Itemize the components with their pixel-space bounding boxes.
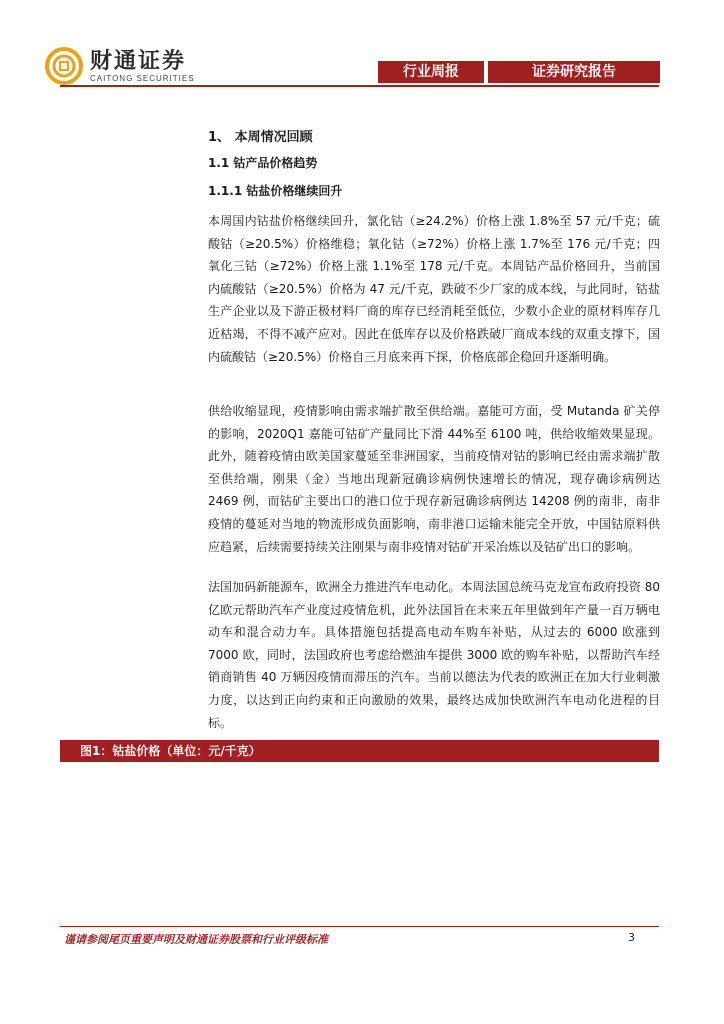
subsection-heading: 1.1 钴产品价格趋势 — [208, 156, 318, 170]
logo-english-name: CAITONG SECURITIES — [90, 74, 195, 83]
header-divider — [60, 85, 659, 87]
logo-chinese-name: 财通证券 — [90, 48, 187, 74]
header-tabs — [378, 61, 660, 83]
footer-divider — [60, 926, 659, 927]
subsubsection-heading: 1.1.1 钴盐价格继续回升 — [208, 184, 343, 198]
company-logo — [44, 46, 195, 86]
figure-caption: 图1：钴盐价格（单位：元/千克） — [60, 740, 659, 762]
page-number: 3 — [628, 931, 635, 944]
report-type-research: 证券研究报告 — [488, 61, 660, 83]
report-type-weekly: 行业周报 — [378, 61, 484, 83]
coin-logo-icon — [44, 46, 84, 86]
paragraph-france-ev: 法国加码新能源车，欧洲全力推进汽车电动化。本周法国总统马克龙宣布政府投资 80 亿欧元帮助汽车产业度过疫情危机，此外法国旨在未来五年里做到年产量一百万辆电动车和混合动力车。具体措施包括提高电动车购车补贴，从过去的 6000 欧涨到 7000 欧，同时，法国政府也考虑给燃油车提供 3000 欧的购车补贴，以帮助汽车经销商销售 40 万辆因疫情而滞压的汽车。当前以德法为代表的欧洲正在加大行业刺激力度，以达到正向约束和正向激励的效果，最终达成加快欧洲汽车电动化进程的目标。 — [208, 580, 660, 730]
section-heading: 1、 本周情况回顾 — [208, 130, 313, 145]
paragraph-cobalt-prices: 本周国内钴盐价格继续回升，氯化钴（≥24.2%）价格上涨 1.8%至 57 元/千克；硫酸钴（≥20.5%）价格维稳；氧化钴（≥72%）价格上涨 1.7%至 176 元/千克；四氧化三钴（≥72%）价格上涨 1.1%至 178 元/千克。本周钴产品价格回升，当前国内硫酸钴（≥20.5%）价格为 47 元/千克，跌破不少厂家的成本线，与此同时，钴盐生产企业以及下游正极材料厂商的库存已经消耗至低位，少数小企业的原材料库存几近枯竭，不得不减产应对。因此在低库存以及价格跌破厂商成本线的双重支撑下，国内硫酸钴（≥20.5%）价格自三月底来再下探，价格底部企稳回升逐渐明确。 — [208, 214, 660, 364]
footer-disclaimer: 谨请参阅尾页重要声明及财通证券股票和行业评级标准 — [64, 933, 328, 946]
paragraph-supply-contraction: 供给收缩显现，疫情影响由需求端扩散至供给端。嘉能可方面，受 Mutanda 矿关停的影响，2020Q1 嘉能可钴矿产量同比下滑 44%至 6100 吨，供给收缩效果显现。此外，随着疫情由欧美国家蔓延至非洲国家，当前疫情对钴的影响已经由需求端扩散至供给端，刚果（金）当地出现新冠确诊病例快速增长的情况，现存确诊病例达 2469 例，而钴矿主要出口的港口位于现存新冠确诊病例达 14208 例的南非，南非疫情的蔓延对当地的物流形成负面影响，南非港口运输未能完全开放，中国钴原料供应趋紧，后续需要持续关注刚果与南非疫情对钴矿开采冶炼以及钴矿出口的影响。 — [208, 404, 660, 554]
